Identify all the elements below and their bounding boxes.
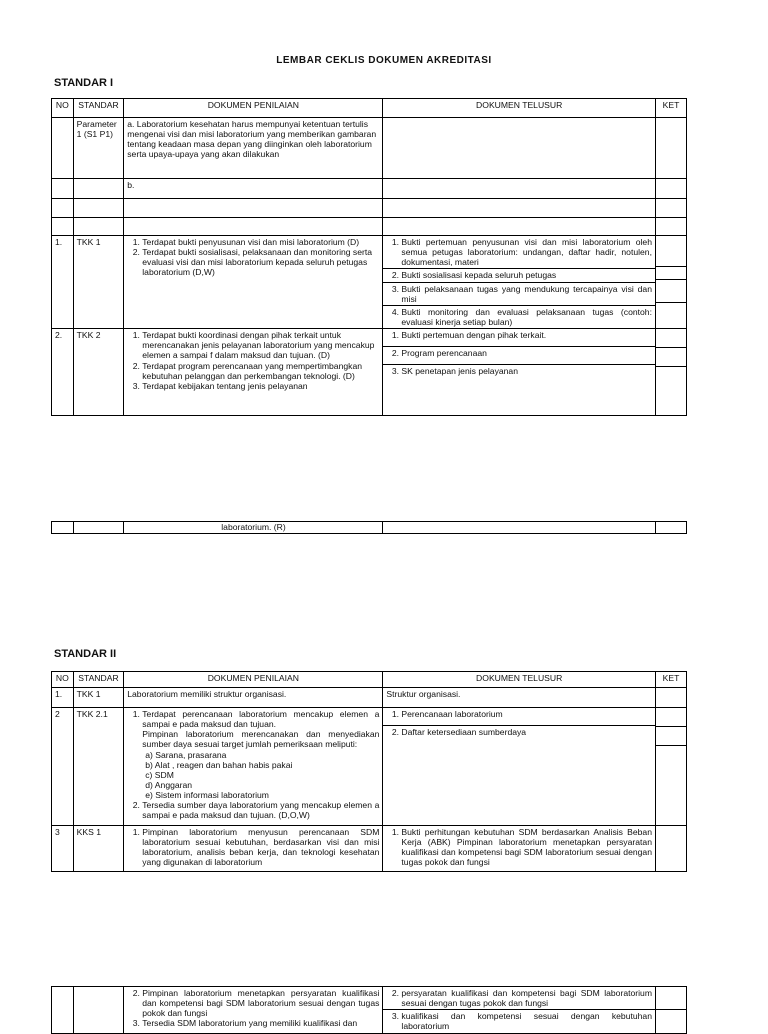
list-item: 3. SK penetapan jenis pelayanan <box>401 366 652 376</box>
table-row <box>52 329 687 416</box>
penilaian-cell <box>124 329 383 416</box>
header-dokumen-telusur: DOKUMEN TELUSUR <box>383 99 656 118</box>
penilaian-cell: laboratorium. (R) <box>124 522 383 534</box>
header-standar: STANDAR <box>73 99 124 118</box>
list-item: 3. Terdapat kebijakan tentang jenis pelayanan <box>142 381 379 391</box>
table-row <box>52 236 687 329</box>
penilaian-cell <box>124 236 383 329</box>
list-item: 1. Bukti pertemuan dengan pihak terkait. <box>401 330 652 340</box>
standar-cell: TKK 2 <box>73 329 124 416</box>
section-heading-standar-1: STANDAR I <box>54 77 114 89</box>
list-item: 1. Bukti pertemuan penyusunan visi dan misi laboratorium oleh semua petugas laboratorium: undangan, daftar hadir, notulen, dokumentasi, materi <box>401 237 652 267</box>
table-row <box>52 218 687 236</box>
list-item: 1. Bukti perhitungan kebutuhan SDM berdasarkan Analisis Beban Kerja (ABK) Pimpinan laboratorium menetapkan persyaratan kualifikasi dan kompetensi bagi SDM laboratorium sesuai dengan tugas pokok dan fungsi <box>401 827 652 868</box>
paragraph: Pimpinan laboratorium merencanakan dan menyediakan sumber daya sesuai target jumlah pemeriksaan meliputi: <box>142 729 380 750</box>
row-number: 1. <box>52 236 74 329</box>
penilaian-cell: b. <box>124 179 383 199</box>
list-item: 3. kualifikasi dan kompetensi sesuai dengan kebutuhan laboratorium <box>401 1011 652 1031</box>
row-number: 1. <box>52 688 74 708</box>
standar-cell: TKK 1 <box>73 688 124 708</box>
table-row <box>52 688 687 708</box>
list-item: 1. Terdapat bukti koordinasi dengan pihak terkait untuk merencanakan jenis pelayanan laboratorium yang mencakup elemen a sampai f dalam maksud dan tujuan. (D) <box>142 330 379 360</box>
section-heading-standar-2: STANDAR II <box>54 648 117 660</box>
row-number: 3 <box>52 826 74 872</box>
standar-cell: TKK 2.1 <box>73 708 124 826</box>
sub-item: d) Anggaran <box>145 779 193 790</box>
standar-cell: TKK 1 <box>73 236 124 329</box>
row-number: 2 <box>52 708 74 826</box>
header-dokumen-penilaian: DOKUMEN PENILAIAN <box>124 99 383 118</box>
telusur-cell <box>383 708 656 826</box>
list-item: 2. Bukti sosialisasi kepada seluruh petugas <box>401 270 652 280</box>
standar-cell: Parameter 1 (S1 P1) <box>73 118 124 179</box>
list-item: 2. Daftar ketersediaan sumberdaya <box>401 727 652 737</box>
telusur-cell <box>383 236 656 329</box>
header-no: NO <box>52 99 74 118</box>
telusur-cell <box>383 329 656 416</box>
table-row <box>52 118 687 179</box>
header-dokumen-penilaian: DOKUMEN PENILAIAN <box>124 672 383 688</box>
standar-cell: KKS 1 <box>73 826 124 872</box>
list-item: 1. Pimpinan laboratorium menyusun perencanaan SDM laboratorium sesuai kebutuhan, berdasarkan visi dan misi laboratorium, analisis beban kerja, dan teknologi kesehatan yang digunakan di laboratorium <box>142 827 379 868</box>
header-standar: STANDAR <box>73 672 124 688</box>
table-row <box>52 522 687 534</box>
standar-2-table <box>51 671 687 872</box>
list-item: 3. Tersedia SDM laboratorium yang memiliki kualifikasi dan <box>142 1018 379 1028</box>
list-item: 2. Terdapat bukti sosialisasi, pelaksanaan dan monitoring serta evaluasi visi dan misi laboratorium kepada seluruh petugas laboratorium (D,W) <box>142 247 379 277</box>
standar-1-table <box>51 98 687 416</box>
telusur-cell <box>383 826 656 872</box>
list-item: 1. Terdapat bukti penyusunan visi dan misi laboratorium (D) <box>142 237 379 247</box>
list-item: 4. Bukti monitoring dan evaluasi pelaksanaan tugas (contoh: evaluasi kinerja setiap bulan) <box>401 307 652 327</box>
header-dokumen-telusur: DOKUMEN TELUSUR <box>383 672 656 688</box>
list-item: 2. Pimpinan laboratorium menetapkan persyaratan kualifikasi dan kompetensi bagi SDM laboratorium sesuai dengan tugas pokok dan fungsi <box>142 988 379 1018</box>
header-ket: KET <box>655 672 686 688</box>
sub-item: a) Sarana, prasarana <box>145 749 227 760</box>
sub-item: b) Alat , reagen dan bahan habis pakai <box>145 759 293 770</box>
penilaian-cell <box>124 987 383 1034</box>
list-item: 2. Terdapat program perencanaan yang mempertimbangkan kebutuhan pelanggan dan perkembangan teknologi. (D) <box>142 361 379 381</box>
sub-item: e) Sistem informasi laboratorium <box>145 790 269 801</box>
penilaian-cell: Laboratorium memiliki struktur organisasi. <box>124 688 383 708</box>
table-row <box>52 708 687 826</box>
header-ket: KET <box>655 99 686 118</box>
penilaian-cell <box>124 826 383 872</box>
penilaian-cell <box>124 708 383 826</box>
list-item: 2. Tersedia sumber daya laboratorium yang mencakup elemen a sampai e pada maksud dan tujuan. (D,O,W) <box>142 800 379 820</box>
header-no: NO <box>52 672 74 688</box>
sub-list <box>127 750 379 801</box>
row-number: 2. <box>52 329 74 416</box>
list-item: 2. persyaratan kualifikasi dan kompetensi bagi SDM laboratorium sesuai dengan tugas pokok dan fungsi <box>401 988 652 1008</box>
table-row <box>52 199 687 218</box>
document-title: LEMBAR CEKLIS DOKUMEN AKREDITASI <box>276 55 492 66</box>
table-row <box>52 179 687 199</box>
penilaian-cell: a. Laboratorium kesehatan harus mempunyai ketentuan tertulis mengenai visi dan misi laboratorium yang memberikan gambaran tentang keadaan masa depan yang diinginkan oleh laboratorium serta upaya-upaya yang akan dilakukan <box>124 118 383 179</box>
list-item: 1. Terdapat perencanaan laboratorium mencakup elemen a sampai e pada maksud dan tujuan. <box>142 709 379 729</box>
standar-1-table-continued <box>51 521 687 534</box>
list-item: 1. Perencanaan laboratorium <box>401 709 652 719</box>
list-item: 2. Program perencanaan <box>401 348 652 358</box>
table-row <box>52 826 687 872</box>
list-item: 3. Bukti pelaksanaan tugas yang mendukung tercapainya visi dan misi <box>401 284 652 304</box>
telusur-cell <box>383 987 656 1034</box>
table-row <box>52 987 687 1034</box>
telusur-cell: Struktur organisasi. <box>383 688 656 708</box>
standar-2-table-continued <box>51 986 687 1034</box>
sub-item: c) SDM <box>145 769 174 780</box>
